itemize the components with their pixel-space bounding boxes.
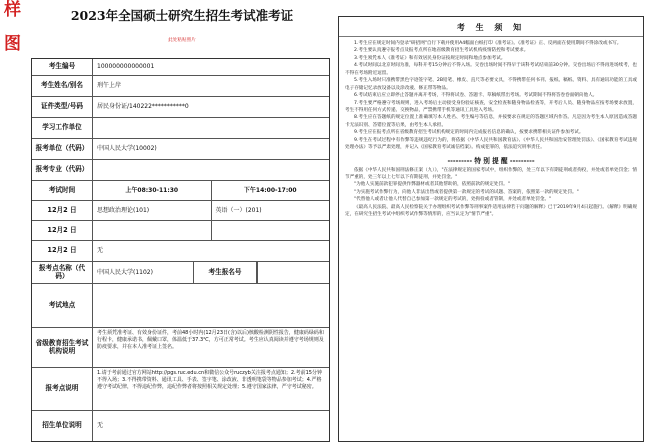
reminder-paragraph: "代替他人或者让他人代替自己参加第一款规定的考试的，处拘役或者管制，并处或者单处罚金。" <box>354 197 552 203</box>
notice-paragraph: 9.考生应在报考点所在省级教育招生考试机构规定的时间内完成报名信息的确认，按要求携带相关证件参加考试。 <box>354 130 584 136</box>
exam-time-label: 考试时间 <box>32 181 93 200</box>
exam-number-label: 考生编号 <box>32 59 93 75</box>
registration-number-label: 考生报名号 <box>193 262 257 283</box>
reminder-paragraph: 依据《中华人民共和国刑法修正案（九）》，"在法律规定的国家考试中，组织作弊的，处三年以下有期徒刑或者拘役，并处或者单处罚金；情节严重的，处三年以上七年以下有期徒刑，并处罚金。" <box>345 167 637 180</box>
exam-number-value: 100000000000001 <box>97 63 155 71</box>
exam-location-value <box>93 284 329 327</box>
photo-placeholder-note: 此处粘贴照片 <box>168 38 196 43</box>
morning-session: 上午08:30-11:30 <box>125 186 179 194</box>
notice-paragraph: 7.考生要严格遵守考场规则，进入考场后主动接受身份验证核查，安全检查和随身物品检查等，开考后人员、随身物品应按考场要求放置，考生不得用任何方式传递、交换物品，严禁携带手机等通讯工具进入考场。 <box>345 100 637 113</box>
schedule-afternoon-subject <box>211 221 330 240</box>
sample-watermark-char: 图 <box>4 34 21 54</box>
exam-site-label: 报考点名称（代码） <box>32 262 93 283</box>
admission-ticket-table <box>31 58 330 442</box>
notice-paragraph: 4.考试时间以北京时间为准，每科开考15分钟后不得入场。交卷出场时间不得早于该科考试结束前30分钟。交卷出场后不得再进场续考，也不得在考场附近逗留。 <box>345 63 637 76</box>
table-row <box>32 241 329 262</box>
school-note-text: 无 <box>97 422 104 430</box>
table-row <box>32 160 329 181</box>
notice-paragraph: 3.考生须凭本人《准考证》和有效居民身份证按规定时间和地点参加考试。 <box>354 55 506 61</box>
schedule-afternoon-subject: 英语（一）(201) <box>211 201 330 220</box>
notice-paragraph: 5.考生入场时只准携带黑色字迹签字笔、2B铅笔、橡皮、直尺等必要文具，不得携带任何书刊、报纸、稿纸、资料、具有通讯功能的工具或电子存储记忆录放设备以及涂改液、修正带等物品。 <box>345 78 637 91</box>
schedule-date: 12月2 日 <box>32 201 93 220</box>
id-value: 居民身份证/140222***********0 <box>97 103 189 111</box>
page-title: 2023年全国硕士研究生招生考试准考证 <box>70 8 294 23</box>
notice-paragraph: 6.考试结束后应立即停止答题并离开考场，不得将试卷、答题卡、草稿纸带出考场。考试期间不得将答卷卷面朝向他人。 <box>354 93 598 99</box>
schedule-morning-subject: 思想政治理论(101) <box>97 206 150 214</box>
schedule-date: 12月2 日 <box>32 241 93 261</box>
special-reminder-title: --------- 特 别 提 醒 --------- <box>447 156 535 165</box>
candidate-notice <box>338 16 644 442</box>
notice-body <box>345 40 637 152</box>
schedule-morning-subject <box>93 221 211 240</box>
table-row <box>32 201 329 221</box>
notice-paragraph: 2.考生要认真遵守报考点及报考点所在地省级教育招生考试机构疫情防控和考试要求。 <box>354 48 529 54</box>
table-row <box>32 118 329 139</box>
table-row <box>32 59 329 76</box>
notice-paragraph: 9.考生在考试过程中有作弊等违规违纪行为的，将依据《中华人民共和国教育法》、《中华人民共和国治安管理处罚法》、《国家教育考试违规处理办法》等予以严肃处理，并记入《国家教育考试诚信档案》。构成犯罪的，依法追究刑事责任。 <box>345 137 637 151</box>
registration-number-value <box>257 262 329 283</box>
table-row <box>32 97 329 118</box>
table-row <box>32 262 329 284</box>
table-row <box>32 221 329 241</box>
apply-unit-value: 中国人民大学(10002) <box>97 145 157 153</box>
afternoon-session: 下午14:00-17:00 <box>211 181 330 200</box>
id-label: 证件类型/号码 <box>32 97 93 117</box>
sample-watermark-char: 样 <box>4 0 21 20</box>
site-note-text: 1.请于考前通过官方网站http://pgs.ruc.edu.cn和微信公众号ruczyb关注报考点通知；2.考前15分钟不得入场；3.不得携带资料、通讯工具、手表、签字笔、涂改液、非透明笔袋等物品参加考试；4.严格遵守考试纪律，不得违纪作弊，违纪作弊者将按照相关规定处理；5.遵守国家法律，严守考试秘密。 <box>97 370 322 390</box>
notice-paragraph: 1.考生应在规定时间内登录"研招网"自行下载并使用A4幅面白纸打印《准考证》。《准考证》正、反两面在使用期间不得涂改或书写。 <box>354 41 622 46</box>
work-unit-label: 学习工作单位 <box>32 118 93 138</box>
provincial-office-text: 考生须凭准考证、有效身份证件，考前48小时内(12月23日(含)以后)核酸检测阴性报告，健康码绿码和行程卡，健康承诺书，佩戴口罩，体温低于37.3℃，方可正常考试。考生应认真阅读并遵守考场规则及防疫要求，并在本人准考证上签名。 <box>97 330 324 350</box>
exam-location-label: 考试地点 <box>32 284 93 327</box>
apply-major-value <box>93 160 329 180</box>
site-note-label: 报考点说明 <box>32 368 93 410</box>
table-row <box>32 328 329 368</box>
name-value: 刑午上岸 <box>97 82 122 90</box>
work-unit-value <box>93 118 329 138</box>
schedule-morning-subject: 无 <box>97 247 104 255</box>
exam-site-value: 中国人民大学(1102) <box>97 268 153 276</box>
table-row <box>32 181 329 201</box>
school-note-label: 招生单位说明 <box>32 411 93 441</box>
name-label: 考生姓名/别名 <box>32 76 93 96</box>
table-row <box>32 139 329 160</box>
provincial-office-label: 省级教育招生考试机构说明 <box>32 328 93 367</box>
reminder-paragraph: "为他人实施前款犯罪提供作弊器材或者其他帮助的，依照前款的规定处罚。" <box>354 182 510 188</box>
reminder-body <box>345 167 637 219</box>
reminder-paragraph: "为实施考试作弊行为，向他人非法出售或者提供第一款规定的考试的试题、答案的，依照第一款的规定处罚。" <box>354 189 579 195</box>
table-row <box>32 76 329 97</box>
table-row <box>32 284 329 328</box>
notice-title: 考 生 须 知 <box>339 20 643 37</box>
notice-paragraph: 8.考生应在答题纸的规定位置上准确填写本人姓名、考生编号等信息，并按要求在规定的答题区域内作答。凡是因为考生本人原因造成答题卡无法识别、答错位置等后果，由考生本人承担。 <box>345 115 637 128</box>
schedule-date: 12月2 日 <box>32 221 93 240</box>
apply-major-label: 报考专业（代码） <box>32 160 93 180</box>
reminder-paragraph: 《最高人民法院、最高人民检察院关于办理组织考试作弊等刑事案件适用法律若干问题的解释》已于2019年9月4日起施行。《解释》明确规定，在研究生招生考试中组织考试作弊等情形的，应当认定为"情节严重"。 <box>345 204 637 218</box>
table-row <box>32 411 329 441</box>
table-row <box>32 368 329 411</box>
apply-unit-label: 报考单位（代码） <box>32 139 93 159</box>
